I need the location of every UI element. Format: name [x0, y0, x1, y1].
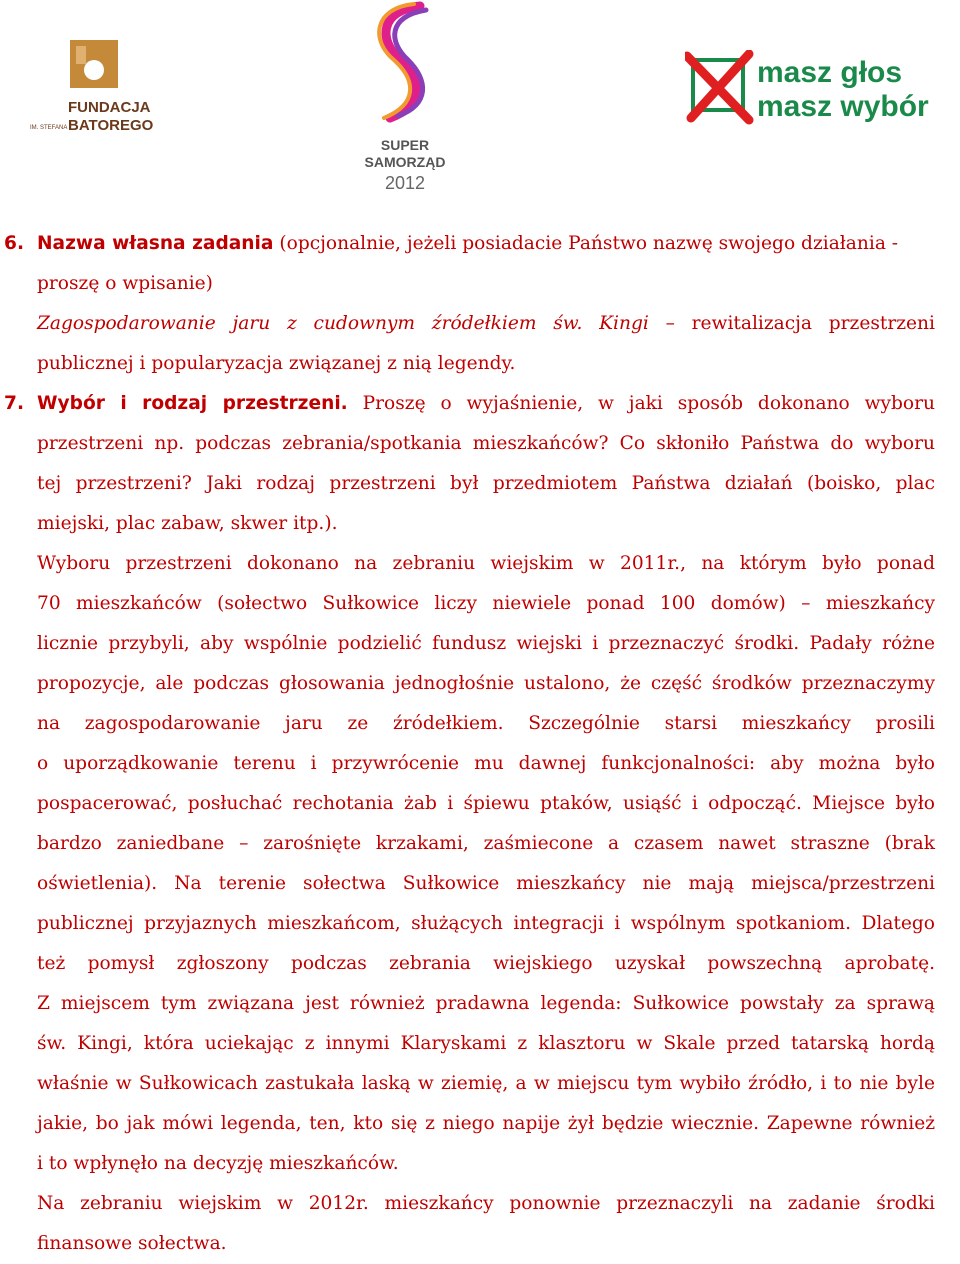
question-6-title: Nazwa własna zadania [37, 233, 274, 254]
question-6-heading [37, 224, 935, 264]
answer-line: św. Kingi, która uciekając z innymi Klaryskami z klasztoru w Skale przed tatarską hordą [37, 1033, 935, 1054]
question-6-desc-line2: proszę o wpisanie) [37, 273, 213, 294]
header [0, 0, 960, 200]
answer-line: licznie przybyli, aby wspólnie podzielić fundusz wiejski i przeznaczyć środki. Padały różne [37, 633, 935, 654]
question-7-desc-line4: miejski, plac zabaw, skwer itp.). [37, 513, 338, 534]
answer-line: finansowe sołectwa. [37, 1233, 227, 1254]
answer-line: jakie, bo jak mówi legenda, ten, kto się z niego napije żył będzie wiecznie. Zapewne również [37, 1113, 935, 1134]
answer-line: 70 mieszkańców (sołectwo Sułkowice liczy niewiele ponad 100 domów) – mieszkańcy [37, 593, 935, 614]
question-7-desc-3b: Jaki rodzaj przestrzeni był przedmiotem Państwa działań (boisko, plac [191, 473, 935, 494]
answer-line: na zagospodarowanie jaru ze źródełkiem. Szczególnie starsi mieszkańcy prosili [37, 713, 935, 734]
question-6-answer-rest: – rewitalizacja przestrzeni [648, 313, 935, 334]
question-7-number: 7. [4, 393, 25, 414]
svg-text:2012: 2012 [384, 173, 426, 193]
question-7-title: Wybór i rodzaj przestrzeni. [37, 393, 348, 414]
fundacja-batorego-logo [28, 38, 158, 138]
question-6-answer-line2: publicznej i popularyzacja związanej z nią legendy. [37, 353, 516, 374]
question-7-heading [37, 384, 935, 424]
svg-text:IM. STEFANA: IM. STEFANA [30, 125, 68, 131]
answer-line: bardzo zaniedbane – zarośnięte krzakami, zaśmiecone a czasem nawet straszne (brak [37, 833, 935, 854]
answer-line: właśnie w Sułkowicach zastukała laską w ziemię, a w miejscu tym wybiło źródło, i to nie byle [37, 1073, 935, 1094]
svg-text:SAMORZĄD: SAMORZĄD [364, 154, 446, 170]
answer-line: propozycje, ale podczas głosowania jednogłośnie ustalono, że część środków przeznaczymy [37, 673, 935, 694]
answer-line: publicznej przyjaznych mieszkańcom, służących integracji i wspólnym spotkaniom. Dlatego [37, 913, 935, 934]
svg-text:SUPER: SUPER [380, 137, 430, 153]
question-6-answer-line1 [37, 304, 935, 344]
super-samorzad-logo [360, 0, 450, 195]
question-7-desc-line3 [37, 464, 935, 504]
question-7-desc-3a: tej przestrzeni? [37, 473, 192, 494]
answer-line: też pomysł zgłoszony podczas zebrania wiejskiego uzyskał powszechną aprobatę. [37, 953, 935, 974]
answer-line: Na zebraniu wiejskim w 2012r. mieszkańcy ponownie przeznaczyli na zadanie środki [37, 1193, 935, 1214]
answer-line: oświetlenia). Na terenie sołectwa Sułkowice mieszkańcy nie mają miejsca/przestrzeni [37, 873, 935, 894]
answer-line: Z miejscem tym związana jest również pradawna legenda: Sułkowice powstały za sprawą [37, 993, 935, 1014]
svg-text:masz głos: masz głos [757, 56, 903, 89]
svg-text:BATOREGO: BATOREGO [68, 117, 154, 134]
question-7-desc-1: Proszę o wyjaśnienie, w jaki sposób dokonano wyboru [347, 393, 935, 414]
svg-text:FUNDACJA: FUNDACJA [68, 99, 151, 116]
answer-line: pospacerować, posłuchać rechotania żab i śpiewu ptaków, usiąść i odpocząć. Miejsce było [37, 793, 935, 814]
question-6-desc: (opcjonalnie, jeżeli posiadacie Państwo nazwę swojego działania - [273, 233, 899, 254]
answer-line: o uporządkowanie terenu i przywrócenie mu dawnej funkcjonalności: aby można było [37, 753, 935, 774]
question-6-number: 6. [4, 233, 25, 254]
answer-line: Wyboru przestrzeni dokonano na zebraniu wiejskim w 2011r., na którym było ponad [37, 553, 935, 574]
svg-text:masz wybór: masz wybór [757, 90, 929, 123]
question-6-answer-italic: Zagospodarowanie jaru z cudownym źródełkiem św. Kingi [37, 313, 649, 334]
answer-line: i to wpłynęło na decyzję mieszkańców. [37, 1153, 399, 1174]
masz-glos-masz-wybor-logo [685, 50, 955, 130]
question-7-desc-line2: przestrzeni np. podczas zebrania/spotkania mieszkańców? Co skłoniło Państwa do wyboru [37, 433, 935, 454]
